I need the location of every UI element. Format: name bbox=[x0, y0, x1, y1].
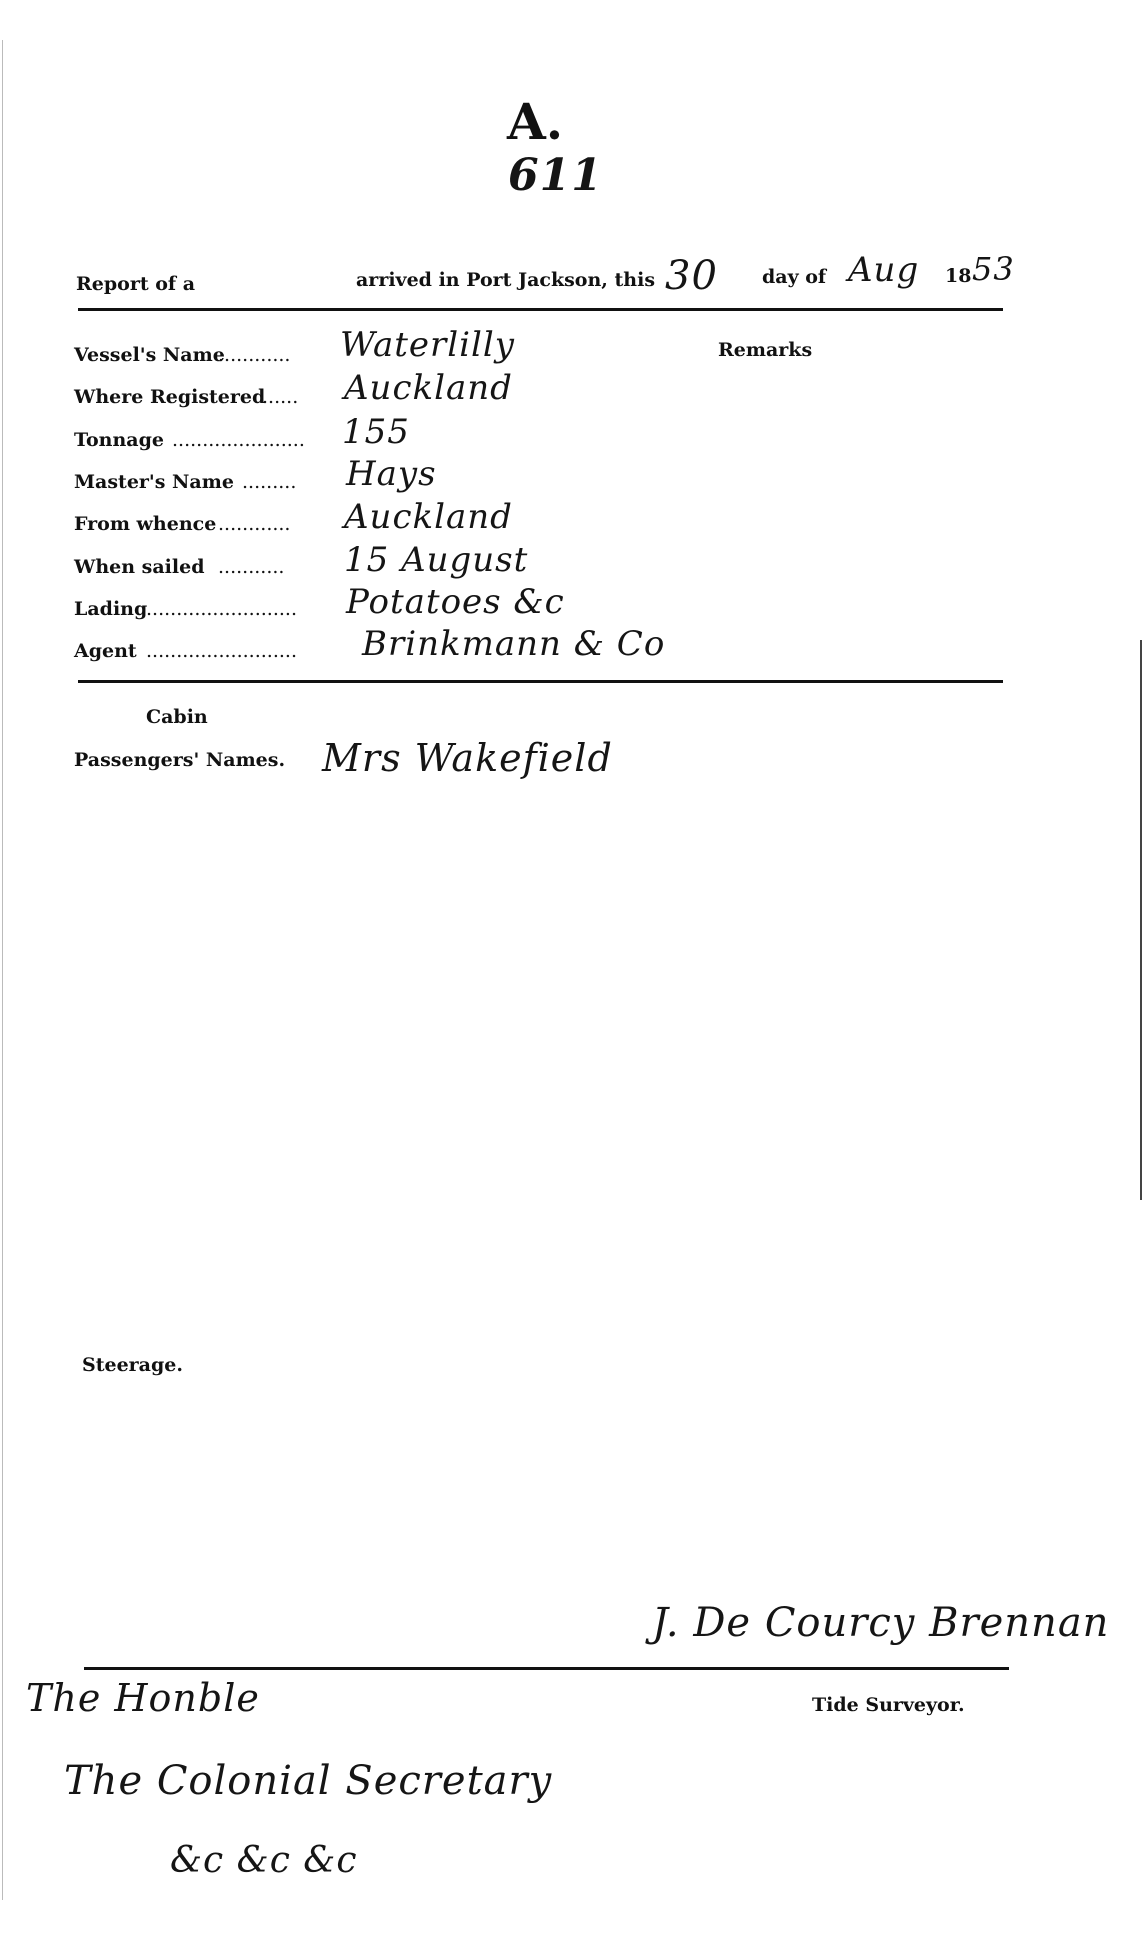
cabin-passenger-names: Mrs Wakefield bbox=[322, 736, 613, 780]
signature: J. De Courcy Brennan bbox=[652, 1600, 1110, 1646]
when-sailed-leader: ........... bbox=[218, 556, 285, 578]
tonnage-leader: ...................... bbox=[172, 429, 305, 451]
fields-bottom-rule bbox=[78, 680, 1003, 683]
lading-value: Potatoes &c bbox=[346, 582, 565, 622]
passengers-names-label: Passengers' Names. bbox=[74, 749, 286, 771]
form-number: 611 bbox=[508, 150, 603, 201]
year-suffix: 53 bbox=[972, 250, 1015, 288]
from-whence-label: From whence bbox=[74, 513, 217, 535]
tide-surveyor-label: Tide Surveyor. bbox=[812, 1694, 965, 1716]
tonnage-label: Tonnage bbox=[74, 429, 164, 451]
address-line-2: The Colonial Secretary bbox=[64, 1758, 553, 1804]
form-letter: A. bbox=[507, 92, 564, 151]
lading-leader: ......................... bbox=[146, 598, 297, 620]
from-whence-leader: ............ bbox=[218, 513, 291, 535]
agent-label: Agent bbox=[74, 640, 137, 662]
from-whence-value: Auckland bbox=[344, 497, 513, 537]
arrived-label: arrived in Port Jackson, this bbox=[356, 269, 656, 291]
address-line-1: The Honble bbox=[26, 1676, 260, 1720]
address-line-3: &c &c &c bbox=[170, 1840, 358, 1881]
arrival-month: Aug bbox=[848, 250, 920, 290]
when-sailed-label: When sailed bbox=[74, 556, 205, 578]
top-rule bbox=[78, 308, 1003, 311]
tonnage-value: 155 bbox=[342, 412, 410, 452]
where-registered-value: Auckland bbox=[344, 368, 513, 408]
steerage-label: Steerage. bbox=[82, 1354, 183, 1376]
master-name-value: Hays bbox=[346, 454, 437, 494]
cabin-label: Cabin bbox=[146, 706, 208, 728]
lading-label: Lading bbox=[74, 598, 148, 620]
where-registered-label: Where Registered bbox=[74, 386, 266, 408]
where-registered-leader: ...... bbox=[262, 386, 299, 408]
vessel-name-label: Vessel's Name bbox=[74, 344, 225, 366]
year-prefix: 18 bbox=[945, 265, 972, 287]
agent-value: Brinkmann & Co bbox=[362, 624, 666, 664]
day-of-label: day of bbox=[762, 266, 827, 288]
vessel-name-value: Waterlilly bbox=[340, 325, 516, 365]
remarks-label: Remarks bbox=[718, 339, 813, 361]
master-name-label: Master's Name bbox=[74, 471, 234, 493]
arrival-day: 30 bbox=[665, 253, 718, 299]
master-name-leader: ......... bbox=[242, 471, 297, 493]
when-sailed-value: 15 August bbox=[344, 540, 529, 580]
vessel-name-leader: ............ bbox=[218, 344, 291, 366]
signature-rule bbox=[84, 1667, 1009, 1670]
right-page-edge bbox=[1140, 640, 1142, 1200]
agent-leader: ......................... bbox=[146, 640, 297, 662]
report-of-label: Report of a bbox=[76, 273, 196, 295]
left-page-edge bbox=[2, 40, 3, 1900]
